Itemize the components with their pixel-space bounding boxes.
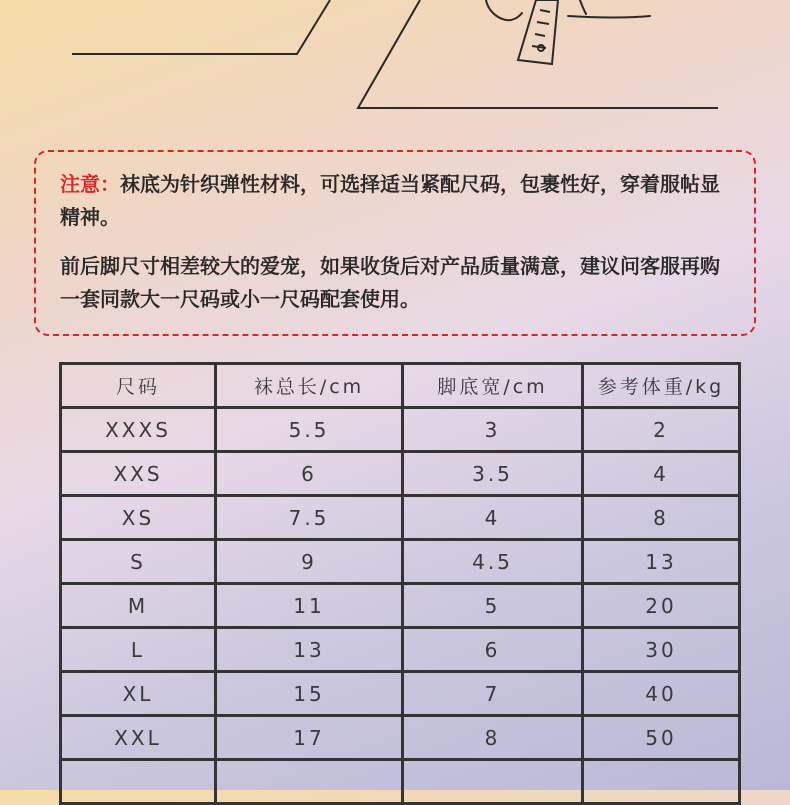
cell-weight: 8 [583,496,740,540]
table-row [61,496,740,540]
cell-size: XS [61,496,216,540]
table-row [61,628,740,672]
measure-line [568,0,650,18]
cell-weight: 2 [583,408,740,452]
cell-total-length: 7.5 [216,496,403,540]
cell-weight: 40 [583,672,740,716]
cell-weight: 20 [583,584,740,628]
ruler-icon [518,0,558,64]
cell-total-length: 9 [216,540,403,584]
cell-size: XXXS [61,408,216,452]
cell-sole-width: 3 [403,408,583,452]
cell-size: M [61,584,216,628]
cell-weight: 4 [583,452,740,496]
table-row [61,452,740,496]
left-decorative-line [72,0,330,54]
notice-label: 注意： [60,172,120,196]
header-total-length: 袜总长/cm [216,364,403,408]
cell-size [61,760,216,804]
cell-sole-width: 4.5 [403,540,583,584]
header-weight: 参考体重/kg [583,364,740,408]
hand-icon [486,0,522,20]
cell-size: S [61,540,216,584]
cell-sole-width: 6 [403,628,583,672]
header-size: 尺码 [61,364,216,408]
cell-sole-width: 7 [403,672,583,716]
right-decorative-line [358,0,718,108]
cell-sole-width: 8 [403,716,583,760]
size-table-header-row [61,364,740,408]
cell-sole-width: 4 [403,496,583,540]
notice-text-1: 袜底为针织弹性材料，可选择适当紧配尺码，包裹性好，穿着服帖显精神。 [60,172,720,229]
cell-weight: 50 [583,716,740,760]
table-row [61,408,740,452]
cell-size: XXL [61,716,216,760]
table-row [61,672,740,716]
cell-total-length [216,760,403,804]
cell-weight: 30 [583,628,740,672]
cell-size: XXS [61,452,216,496]
size-table [59,362,741,805]
cell-sole-width: 5 [403,584,583,628]
cell-sole-width [403,760,583,804]
cell-total-length: 6 [216,452,403,496]
table-row [61,716,740,760]
ruler-illustration [0,0,790,120]
notice-paragraph-2: 前后脚尺寸相差较大的爱宠，如果收货后对产品质量满意，建议问客服再购一套同款大一尺码或小一尺码配套使用。 [60,254,720,311]
table-row [61,540,740,584]
notice-paragraph-1 [60,168,734,234]
cell-total-length: 11 [216,584,403,628]
cell-sole-width: 3.5 [403,452,583,496]
header-sole-width: 脚底宽/cm [403,364,583,408]
cell-total-length: 17 [216,716,403,760]
notice-box [34,150,756,336]
table-row [61,584,740,628]
cell-total-length: 13 [216,628,403,672]
cell-weight: 13 [583,540,740,584]
cell-total-length: 5.5 [216,408,403,452]
table-row [61,760,740,804]
cell-size: XL [61,672,216,716]
cell-weight [583,760,740,804]
cell-size: L [61,628,216,672]
cell-total-length: 15 [216,672,403,716]
